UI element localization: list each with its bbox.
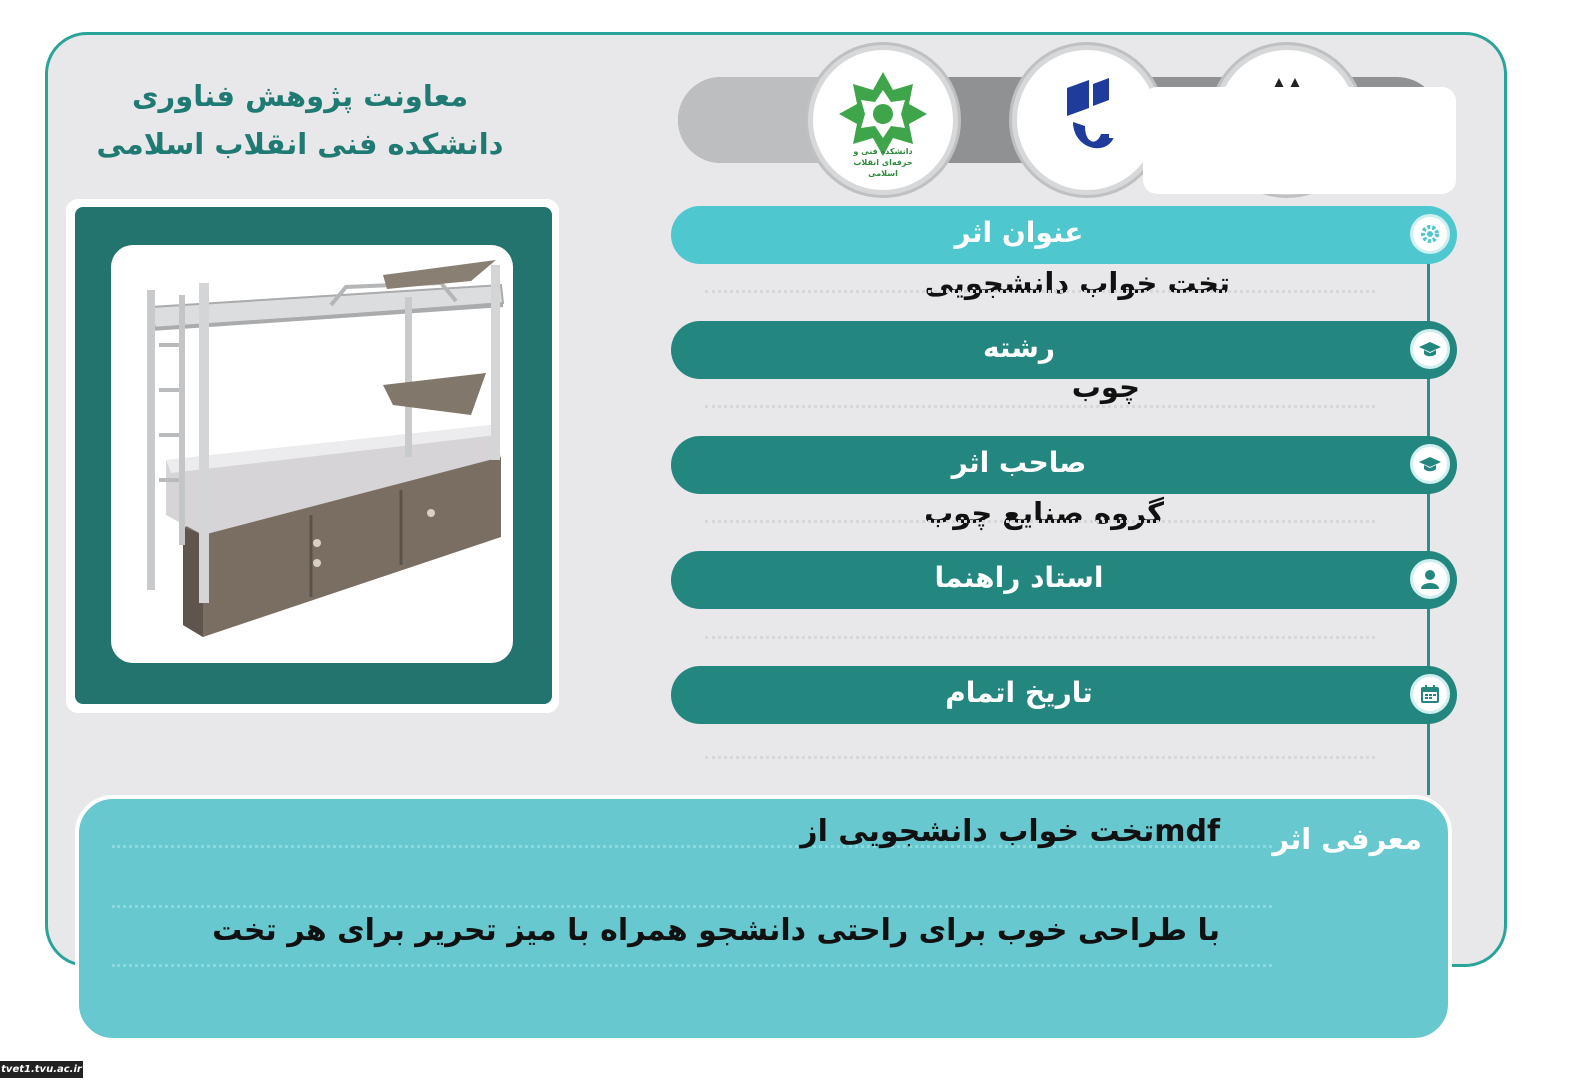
description-dots bbox=[112, 905, 1272, 908]
description-dots bbox=[112, 964, 1272, 967]
field-title-header bbox=[671, 206, 1457, 264]
org-title-line2: دانشکده فنی انقلاب اسلامی bbox=[96, 127, 504, 161]
divider-dots bbox=[705, 520, 1375, 523]
calendar-icon bbox=[1410, 674, 1450, 714]
description-title: معرفی اثر bbox=[1272, 822, 1422, 856]
college-logo bbox=[808, 45, 958, 195]
description-line2: با طراحی خوب برای راحتی دانشجو همراه با میز تحریر برای هر تخت bbox=[212, 913, 1220, 948]
bunk-bed-photo bbox=[111, 245, 513, 663]
field-major-label: رشته bbox=[982, 331, 1056, 364]
field-major-value: چوب bbox=[1071, 370, 1140, 404]
university-emblem-icon bbox=[1017, 50, 1157, 190]
field-date-label: تاریخ اتمام bbox=[945, 676, 1093, 709]
user-icon bbox=[1410, 559, 1450, 599]
field-date-header bbox=[671, 666, 1457, 724]
divider-dots bbox=[705, 405, 1375, 408]
graduation-cap-icon bbox=[1410, 444, 1450, 484]
description-line1: mdfتخت خواب دانشجویی از bbox=[800, 814, 1220, 849]
source-badge: tvet1.tvu.ac.ir bbox=[0, 1061, 83, 1078]
field-title-label: عنوان اثر bbox=[954, 216, 1084, 249]
graduation-cap-icon bbox=[1410, 329, 1450, 369]
field-title-value: تخت خواب دانشجویی bbox=[924, 266, 1230, 300]
gear-icon bbox=[1410, 214, 1450, 254]
field-owner-header bbox=[671, 436, 1457, 494]
divider-dots bbox=[705, 636, 1375, 639]
divider-dots bbox=[705, 290, 1375, 293]
field-supervisor-label: استاد راهنما bbox=[934, 561, 1104, 594]
logo-mask bbox=[1143, 87, 1456, 194]
field-owner-value: گروه صنایع چوب bbox=[924, 496, 1164, 530]
field-major-header bbox=[671, 321, 1457, 379]
college-logo-caption: دانشکده فنی و حرفه‌ای انقلاب اسلامی bbox=[853, 147, 913, 178]
org-title bbox=[70, 72, 530, 168]
divider-dots bbox=[705, 756, 1375, 759]
bunk-bed-illustration bbox=[111, 245, 513, 663]
field-owner-label: صاحب اثر bbox=[951, 446, 1087, 479]
university-logo bbox=[1012, 45, 1162, 195]
org-title-line1: معاونت پژوهش فناوری bbox=[131, 79, 469, 113]
field-supervisor-header bbox=[671, 551, 1457, 609]
